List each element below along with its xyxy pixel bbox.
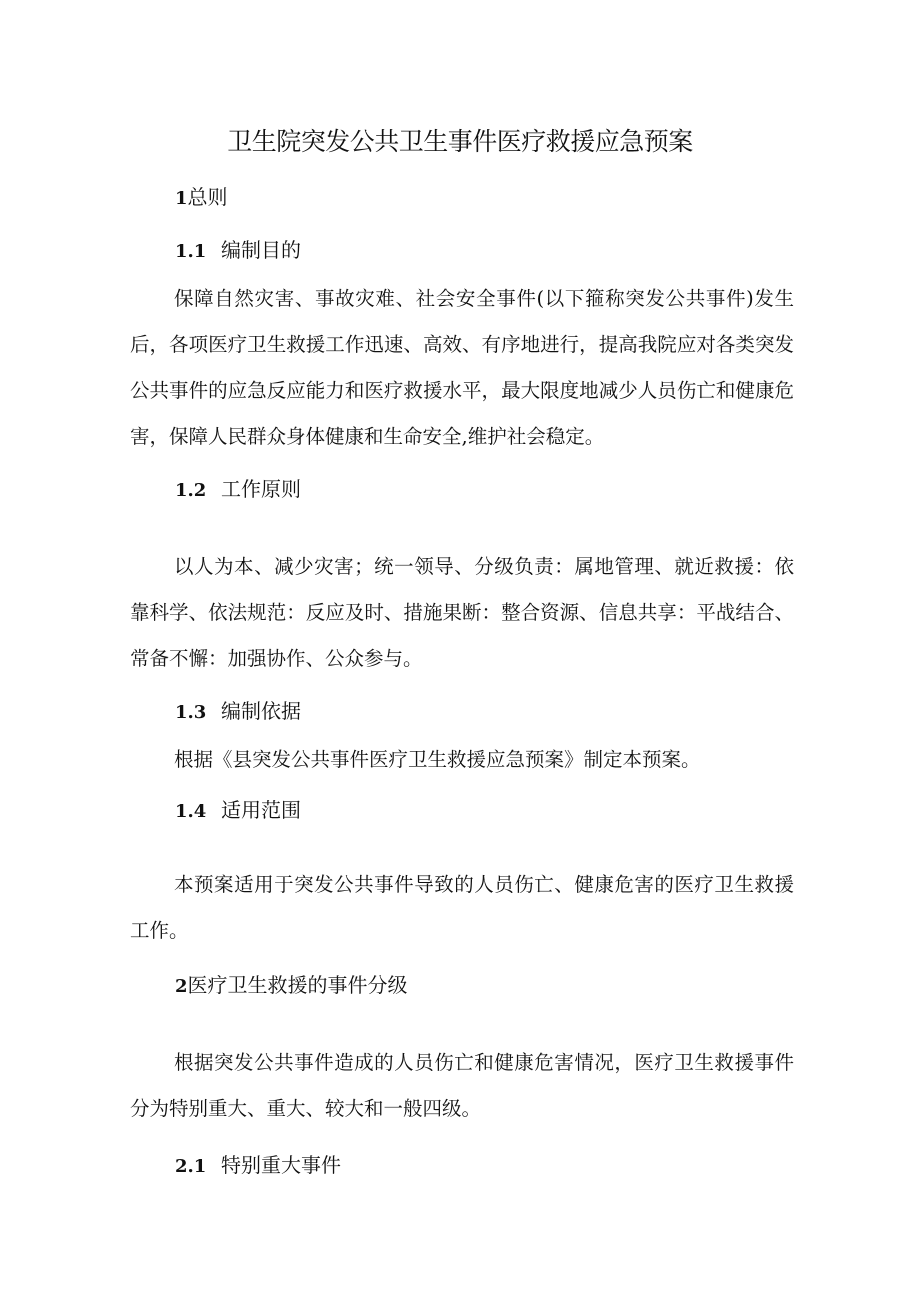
section-number: 1 bbox=[175, 188, 188, 209]
section-label: 工作原则 bbox=[221, 477, 301, 501]
section-2-1-heading bbox=[175, 1151, 341, 1181]
section-1-heading bbox=[175, 183, 228, 213]
section-number: 1.4 bbox=[175, 801, 207, 822]
section-2-heading bbox=[175, 971, 408, 1001]
section-label: 编制依据 bbox=[221, 699, 301, 723]
section-label: 编制目的 bbox=[221, 238, 301, 262]
section-1-4-heading bbox=[175, 796, 301, 826]
section-label: 适用范围 bbox=[221, 798, 301, 822]
section-1-1-heading bbox=[175, 236, 301, 266]
section-label: 医疗卫生救援的事件分级 bbox=[187, 973, 408, 997]
document-title: 卫生院突发公共卫生事件医疗救援应急预案 bbox=[227, 127, 693, 156]
section-label: 总则 bbox=[187, 185, 228, 209]
section-2-paragraph: 根据突发公共事件造成的人员伤亡和健康危害情况，医疗卫生救援事件分为特别重大、重大、较大和一般四级。 bbox=[130, 1051, 794, 1120]
section-number: 2 bbox=[175, 976, 188, 997]
section-1-2-paragraph: 以人为本、减少灾害；统一领导、分级负责：属地管理、就近救援：依靠科学、依法规范：反应及时、措施果断：整合资源、信息共享：平战结合、常备不懈：加强协作、公众参与。 bbox=[130, 555, 794, 670]
section-label: 特别重大事件 bbox=[221, 1153, 341, 1177]
section-number: 2.1 bbox=[175, 1156, 207, 1177]
section-1-4-paragraph: 本预案适用于突发公共事件导致的人员伤亡、健康危害的医疗卫生救援工作。 bbox=[130, 873, 794, 942]
section-number: 1.1 bbox=[175, 241, 207, 262]
section-1-1-paragraph: 保障自然灾害、事故灾难、社会安全事件(以下箍称突发公共事件)发生后，各项医疗卫生救援工作迅速、高效、有序地进行，提高我院应对各类突发公共事件的应急反应能力和医疗救援水平，最大限度地减少人员伤亡和健康危害，保障人民群众身体健康和生命安全,维护社会稳定。 bbox=[130, 287, 794, 448]
section-1-2-heading bbox=[175, 475, 301, 505]
section-number: 1.3 bbox=[175, 702, 207, 723]
section-number: 1.2 bbox=[175, 480, 207, 501]
section-1-3-heading bbox=[175, 697, 301, 727]
section-1-3-paragraph: 根据《县突发公共事件医疗卫生救援应急预案》制定本预案。 bbox=[174, 748, 701, 771]
